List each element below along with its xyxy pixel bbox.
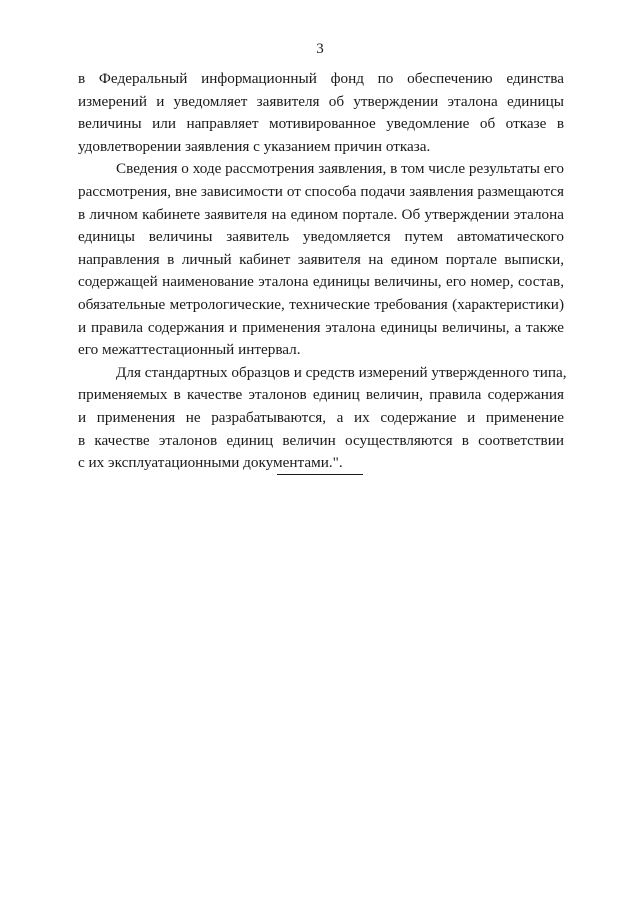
body-text [78, 68, 567, 475]
text-line: его межаттестационный интервал. [78, 341, 301, 359]
text-line: рассмотрения, вне зависимости от способа подачи заявления размещаются [78, 182, 564, 200]
paragraph-3 [78, 362, 567, 475]
text-line: удовлетворении заявления с указанием причин отказа. [78, 137, 431, 155]
text-line: обязательные метрологические, технические требования (характеристики) [78, 295, 564, 313]
text-line: направления в личный кабинет заявителя на едином портале выписки, [78, 250, 564, 268]
text-line: измерений и уведомляет заявителя об утверждении эталона единицы [78, 92, 564, 110]
paragraph-2 [78, 158, 564, 361]
text-line: Для стандартных образцов и средств измерений утвержденного типа, [116, 363, 567, 381]
text-line: и применения не разрабатываются, а их содержание и применение [78, 408, 564, 426]
text-line: единицы величины заявитель уведомляется путем автоматического [78, 228, 564, 246]
separator-line [277, 474, 363, 475]
paragraph-1 [78, 68, 564, 158]
text-line: и правила содержания и применения эталона единицы величины, а также [78, 318, 564, 336]
page-number: 3 [316, 41, 324, 57]
text-line: величины или направляет мотивированное уведомление об отказе в [78, 115, 564, 133]
text-line: в качестве эталонов единиц величин осуществляются в соответствии [78, 431, 564, 449]
text-line: применяемых в качестве эталонов единиц величин, правила содержания [78, 386, 564, 404]
text-line: с их эксплуатационными документами.". [78, 454, 343, 472]
text-line: в личном кабинете заявителя на едином портале. Об утверждении эталона [78, 205, 564, 223]
text-line: Сведения о ходе рассмотрения заявления, в том числе результаты его [116, 160, 564, 178]
text-line: в Федеральный информационный фонд по обеспечению единства [78, 70, 564, 87]
text-line: содержащей наименование эталона единицы величины, его номер, состав, [78, 273, 564, 291]
